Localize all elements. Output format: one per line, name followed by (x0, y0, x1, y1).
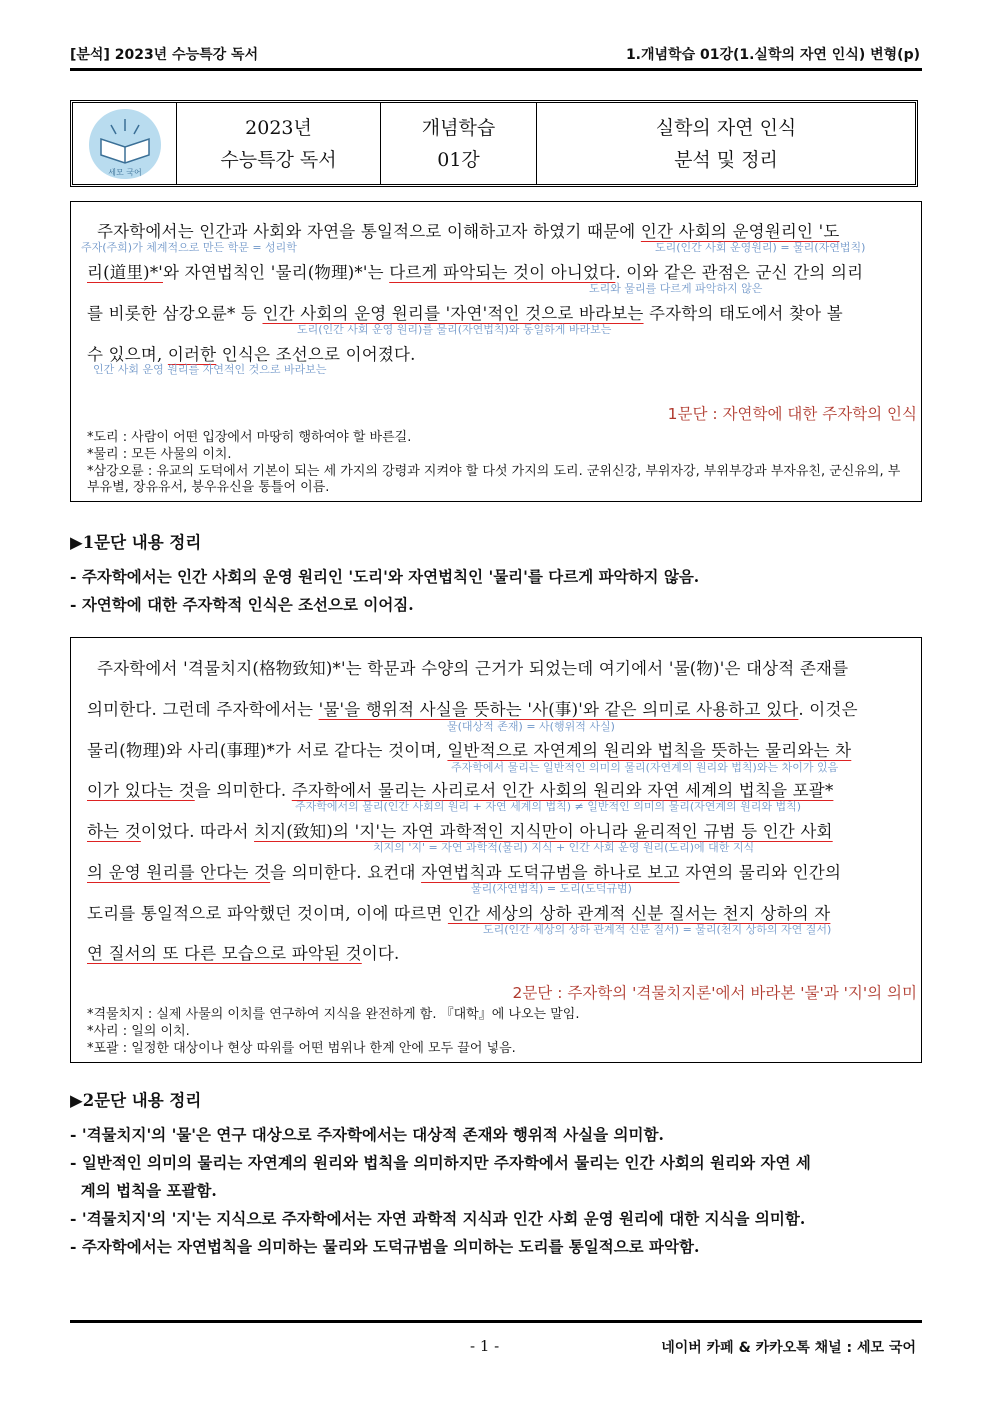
p1-line-2: 리(道里)*'와 자연법칙인 '물리(物理)*'는 다르게 파악되는 것이 아니었다. 이와 같은 관점은 군신 간의 의리 (87, 263, 864, 282)
paragraph-1-box (70, 201, 922, 502)
p2-line-3: 물리(物理)와 사리(事理)*가 서로 같다는 것이며, 일반적으로 자연계의 원리와 법칙을 뜻하는 물리와는 차 (87, 741, 852, 760)
header-rule (70, 68, 922, 71)
p1-line-1: 주자학에서는 인간과 사회와 자연을 통일적으로 이해하고자 하였기 때문에 인간 사회의 운영원리인 '도 (97, 222, 840, 241)
section-2-heading: ▶2문단 내용 정리 (70, 1091, 202, 1110)
book-logo-icon (83, 105, 167, 183)
p2-annotation-1: 물(대상적 존재) = 사(행위적 사실) (447, 720, 615, 733)
p1-note-3: *삼강오륜 : 유교의 도덕에서 기본이 되는 세 가지의 강령과 지켜야 할 다섯 가지의 도리. 군위신강, 부위자강, 부위부강과 부자유친, 군신유의, 부부유별, 장유유서, 붕우유신을 통틀어 이름. (87, 464, 901, 495)
section-2-item: - '격물치지'의 '물'은 연구 대상으로 주자학에서는 대상적 존재와 행위적 사실을 의미함. (70, 1125, 664, 1144)
title-cell-book (177, 103, 381, 184)
header-left: [분석] 2023년 수능특강 독서 (70, 47, 259, 63)
p2-line-6: 의 운영 원리를 안다는 것을 의미한다. 요컨대 자연법칙과 도덕규범을 하나로 보고 자연의 물리와 인간의 (87, 863, 842, 882)
p2-note-1: *격물치지 : 실제 사물의 이치를 연구하여 지식을 완전하게 함. 『대학』에 나오는 말임. (87, 1007, 580, 1022)
p1-line-4: 수 있으며, 이러한 인식은 조선으로 이어졌다. (87, 345, 416, 364)
p1-summary-label: 1문단 : 자연학에 대한 주자학의 인식 (667, 405, 917, 423)
title-subtitle: 분석 및 정리 (674, 148, 778, 171)
p1-note-1: *도리 : 사람이 어떤 입장에서 마땅히 행하여야 할 바른길. (87, 430, 412, 445)
p2-line-4: 이가 있다는 것을 의미한다. 주자학에서 물리는 사리로서 인간 사회의 원리와 자연 세계의 법칙을 포괄* (87, 781, 834, 800)
p1-annotation-2: 도리(인간 사회 운영원리) = 물리(자연법칙) (655, 241, 866, 254)
section-1-item: - 주자학에서는 인간 사회의 운영 원리인 '도리'와 자연법칙인 '물리'를 다르게 파악하지 않음. (70, 567, 700, 586)
p2-annotation-3: 주자학에서의 물리(인간 사회의 원리 + 자연 세계의 법칙) ≠ 일반적인 의미의 물리(자연계의 원리와 법칙) (295, 800, 802, 813)
footer-channel: 네이버 카페 & 카카오톡 채널 : 세모 국어 (661, 1340, 916, 1356)
p2-line-7: 도리를 통일적으로 파악했던 것이며, 이에 따르면 인간 세상의 상하 관계적 신분 질서는 천지 상하의 자 (87, 904, 831, 923)
p1-line-3: 를 비롯한 삼강오륜* 등 인간 사회의 운영 원리를 '자연'적인 것으로 바라보는 주자학의 태도에서 찾아 볼 (87, 304, 843, 323)
p2-line-2: 의미한다. 그런데 주자학에서는 '물'을 행위적 사실을 뜻하는 '사(事)'와 같은 의미로 사용하고 있다. 이것은 (87, 700, 858, 719)
title-topic: 실학의 자연 인식 (655, 116, 797, 139)
title-year: 2023년 (245, 116, 312, 139)
title-lesson: 01강 (437, 148, 480, 171)
p2-annotation-5: 물리(자연법칙) = 도리(도덕규범) (471, 882, 632, 895)
p1-note-2: *물리 : 모든 사물의 이치. (87, 447, 232, 462)
p2-line-8: 연 질서의 또 다른 모습으로 파악된 것이다. (87, 944, 400, 963)
p2-annotation-4: 치지의 '지' = 자연 과학적(물리) 지식 + 인간 사회 운영 원리(도리)에 대한 지식 (373, 841, 755, 854)
p2-note-2: *사리 : 일의 이치. (87, 1024, 190, 1039)
section-2-summary (70, 1087, 922, 1261)
section-2-item: - 일반적인 의미의 물리는 자연계의 원리와 법칙을 의미하지만 주자학에서 물리는 인간 사회의 원리와 자연 세 (70, 1153, 811, 1172)
footer-rule (70, 1320, 922, 1323)
section-2-item: 계의 법칙을 포괄함. (70, 1181, 217, 1200)
p2-line-5: 하는 것이었다. 따라서 치지(致知)의 '지'는 자연 과학적인 지식만이 아니라 윤리적인 규범 등 인간 사회 (87, 822, 833, 841)
title-book: 수능특강 독서 (220, 148, 337, 171)
section-2-item: - '격물치지'의 '지'는 지식으로 주자학에서는 자연 과학적 지식과 인간 사회 운영 원리에 대한 지식을 의미함. (70, 1209, 806, 1228)
section-2-item: - 주자학에서는 자연법칙을 의미하는 물리와 도덕규범을 의미하는 도리를 통일적으로 파악함. (70, 1237, 700, 1256)
title-cell-unit (381, 103, 537, 184)
section-1-heading: ▶1문단 내용 정리 (70, 533, 202, 552)
p2-note-3: *포괄 : 일정한 대상이나 현상 따위를 어떤 범위나 한계 안에 모두 끌어 넣음. (87, 1041, 516, 1056)
section-1-item: - 자연학에 대한 주자학적 인식은 조선으로 이어짐. (70, 595, 414, 614)
p2-summary-label: 2문단 : 주자학의 '격물치지론'에서 바라본 '물'과 '지'의 의미 (512, 984, 917, 1002)
paragraph-2-box (70, 637, 922, 1063)
title-category: 개념학습 (421, 116, 496, 139)
logo-cell (73, 103, 177, 184)
p1-annotation-4: 도리(인간 사회 운영 원리)를 물리(자연법칙)와 동일하게 바라보는 (297, 323, 612, 336)
title-cell-topic (537, 103, 915, 184)
section-1-summary (70, 529, 922, 619)
title-table (70, 100, 918, 187)
page-number: - 1 - (470, 1337, 500, 1355)
p1-annotation-1: 주자(주희)가 체계적으로 만든 학문 = 성리학 (81, 241, 297, 254)
p2-annotation-2: 주자학에서 물리는 일반적인 의미의 물리(자연계의 원리와 법칙)와는 차이가 있음 (451, 761, 839, 774)
header-right: 1.개념학습 01강(1.실학의 자연 인식) 변형(p) (625, 47, 920, 63)
p2-line-1: 주자학에서 '격물치지(格物致知)*'는 학문과 수양의 근거가 되었는데 여기에서 '물(物)'은 대상적 존재를 (97, 659, 849, 678)
p2-annotation-6: 도리(인간 세상의 상하 관계적 신분 질서) = 물리(천지 상하의 자연 질서) (483, 923, 832, 936)
p1-annotation-3: 도리와 물리를 다르게 파악하지 않은 (589, 282, 763, 295)
logo-text: 세모 국어 (107, 167, 142, 177)
p1-annotation-5: 인간 사회 운영 원리를 자연적인 것으로 바라보는 (93, 363, 327, 376)
